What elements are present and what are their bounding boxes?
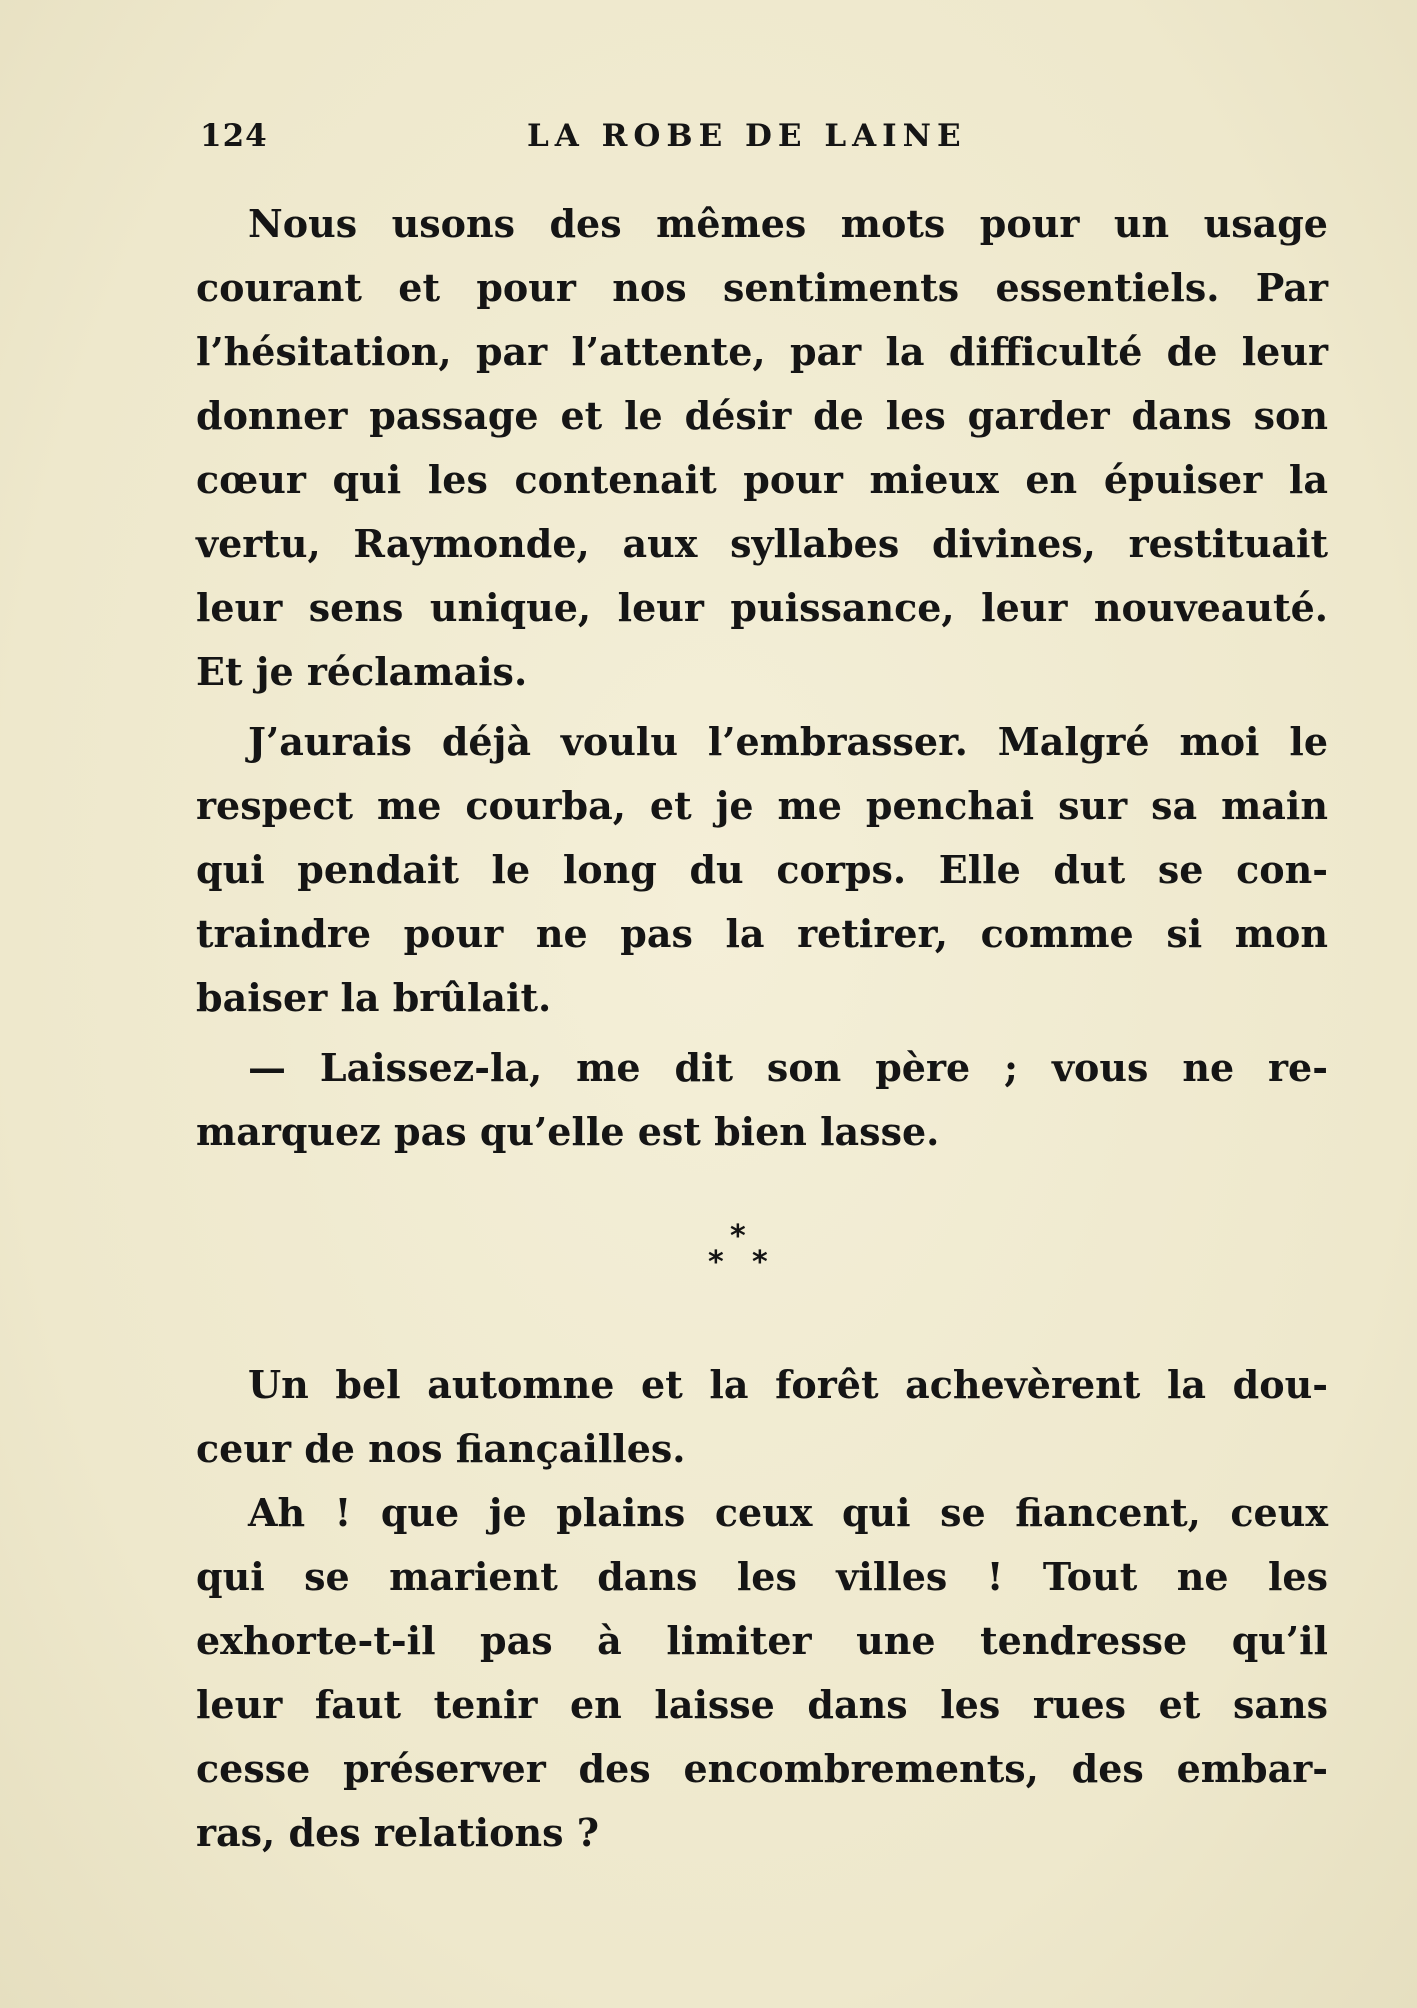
- text-line: traindre pour ne pas la retirer, comme si mon: [196, 911, 1328, 956]
- text-line: leur sens unique, leur puissance, leur nouveauté.: [196, 585, 1328, 630]
- paragraph-1: [196, 192, 1328, 704]
- paragraph-4: [196, 1353, 1328, 1481]
- text-line: respect me courba, et je me penchai sur sa main: [196, 783, 1328, 828]
- text-line: donner passage et le désir de les garder dans son: [196, 393, 1328, 438]
- text-line: cesse préserver des encombrements, des embar-: [196, 1746, 1328, 1791]
- text-line: leur faut tenir en laisse dans les rues et sans: [196, 1682, 1328, 1727]
- text-line: qui se marient dans les villes ! Tout ne les: [196, 1554, 1328, 1599]
- text-line: Nous usons des mêmes mots pour un usage: [248, 201, 1328, 246]
- paragraph-2: [196, 710, 1328, 1030]
- text-line: Et je réclamais.: [196, 649, 528, 694]
- paragraph-5: [196, 1481, 1328, 1865]
- text-line: Ah ! que je plains ceux qui se fiancent, ceux: [248, 1490, 1328, 1535]
- paragraph-3-dialogue: [196, 1036, 1328, 1164]
- text-line: Un bel automne et la forêt achevèrent la dou-: [248, 1362, 1328, 1407]
- text-line: ceur de nos fiançailles.: [196, 1426, 686, 1471]
- text-line: baiser la brûlait.: [196, 975, 552, 1020]
- text-line: courant et pour nos sentiments essentiels. Par: [196, 265, 1328, 310]
- asterisk-icon: *: [752, 1245, 768, 1280]
- asterisk-icon: *: [730, 1219, 746, 1254]
- text-line: ras, des relations ?: [196, 1810, 599, 1855]
- text-line: vertu, Raymonde, aux syllabes divines, restituait: [196, 521, 1328, 566]
- text-line: l’hésitation, par l’attente, par la difficulté de leur: [196, 329, 1328, 374]
- page-header: [0, 118, 1417, 158]
- running-title: LA ROBE DE LAINE: [527, 118, 967, 154]
- text-line: J’aurais déjà voulu l’embrasser. Malgré moi le: [248, 719, 1328, 764]
- page-number: 124: [200, 118, 268, 154]
- asterism-section-break: [708, 1219, 778, 1282]
- text-line: qui pendait le long du corps. Elle dut se con-: [196, 847, 1328, 892]
- text-line: — Laissez-la, me dit son père ; vous ne re-: [248, 1045, 1328, 1090]
- text-line: exhorte-t-il pas à limiter une tendresse qu’il: [196, 1618, 1328, 1663]
- asterisk-icon: *: [708, 1245, 724, 1280]
- text-line: cœur qui les contenait pour mieux en épuiser la: [196, 457, 1328, 502]
- text-line: marquez pas qu’elle est bien lasse.: [196, 1109, 940, 1154]
